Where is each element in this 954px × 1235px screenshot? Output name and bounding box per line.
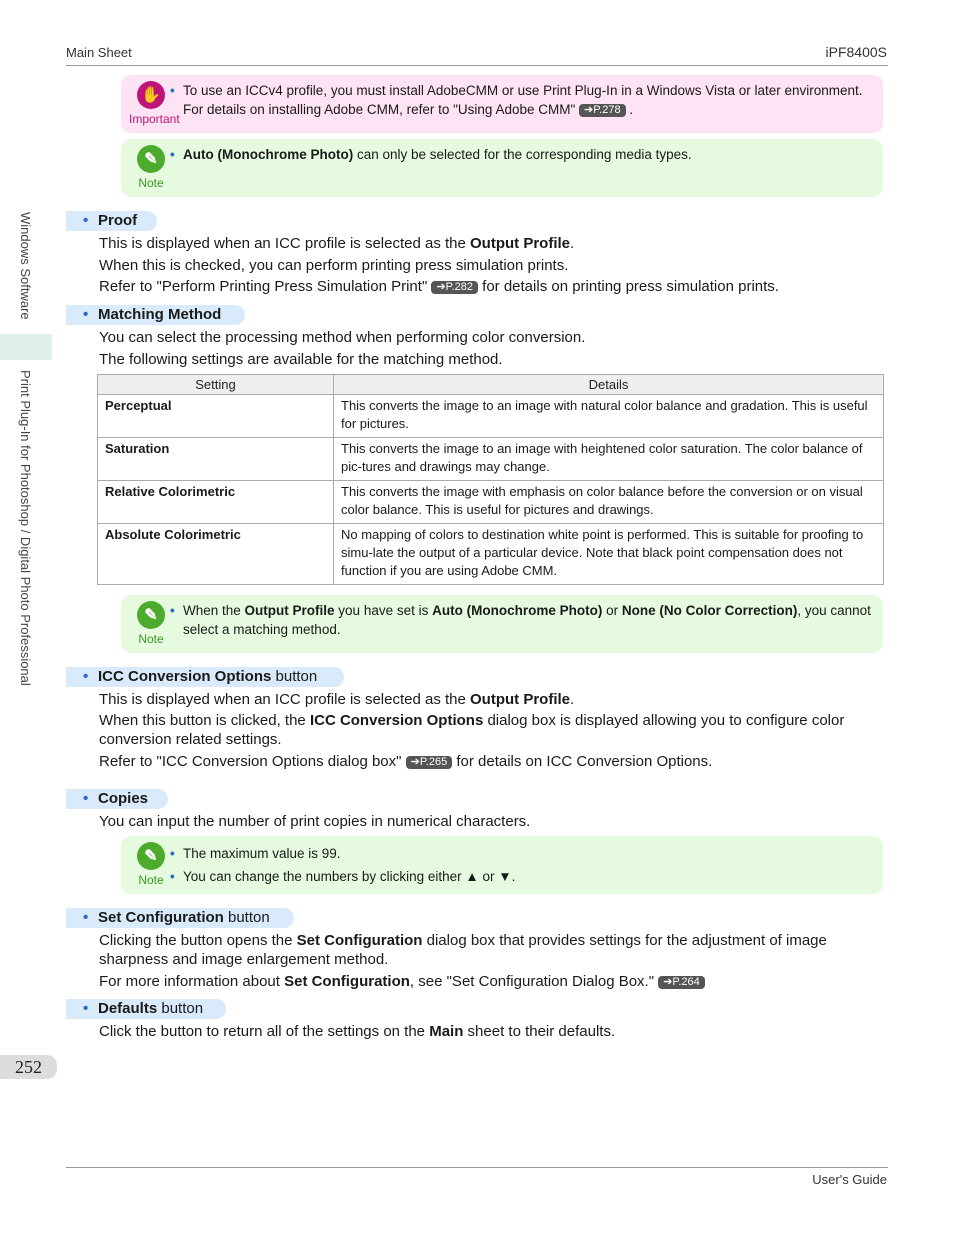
setconfig-line-1: Clicking the button opens the Set Configuration dialog box that provides settings for the adjustment of image sharpness and image enlargement method. — [99, 932, 827, 968]
note-icon-group — [129, 145, 173, 190]
note-box-3 — [121, 836, 883, 894]
table-cell-setting: Saturation — [98, 438, 334, 481]
proof-line-1: This is displayed when an ICC profile is selected as the Output Profile. — [99, 235, 575, 252]
table-cell-details: This converts the image with emphasis on color balance before the conversion or on visual color balance. This is useful for pictures and drawings. — [334, 481, 884, 524]
page-number: 252 — [0, 1055, 57, 1079]
important-icon-group — [129, 81, 180, 126]
bullet-icon: • — [170, 846, 175, 861]
bullet-icon: • — [83, 1000, 89, 1017]
matching-line-2: The following settings are available for the matching method. — [99, 351, 503, 368]
section-heading-set-configuration: • Set Configuration button — [66, 908, 294, 928]
footer-rule — [66, 1167, 888, 1168]
sidebar-top-label: Windows Software — [18, 212, 33, 320]
matching-method-table — [97, 374, 884, 585]
note-text: • When the Output Profile you have set is Auto (Monochrome Photo) or None (No Color Correction), you cannot select a matching method. — [170, 603, 871, 637]
table-cell-details: This converts the image to an image with natural color balance and gradation. This is useful for pictures. — [334, 395, 884, 438]
note-box-1 — [121, 139, 883, 197]
bullet-icon: • — [170, 147, 175, 162]
note-caption: Note — [138, 176, 164, 190]
copies-line-1: You can input the number of print copies in numerical characters. — [99, 813, 531, 830]
table-row — [98, 481, 884, 524]
table-cell-details: No mapping of colors to destination white point is performed. This is suitable for proofing to simu-late the output of a particular device. Note that black point compensation does not function if you are using Adobe CMM. — [334, 524, 884, 585]
bullet-icon: • — [170, 83, 175, 98]
table-cell-setting: Absolute Colorimetric — [98, 524, 334, 585]
header-rule — [66, 65, 888, 66]
header-left: Main Sheet — [66, 45, 132, 60]
note-caption: Note — [138, 873, 164, 887]
note-text: • Auto (Monochrome Photo) can only be selected for the corresponding media types. — [170, 147, 692, 162]
section-heading-icc-conversion-options: • ICC Conversion Options button — [66, 667, 344, 687]
bullet-icon: • — [83, 909, 89, 926]
pencil-icon: ✎ — [137, 842, 165, 870]
header-right: iPF8400S — [825, 44, 887, 60]
table-cell-setting: Perceptual — [98, 395, 334, 438]
section-heading-proof: • Proof — [66, 211, 157, 231]
bullet-icon: • — [83, 790, 89, 807]
page-xref-link[interactable]: ➔P.264 — [658, 976, 705, 989]
page-xref-link[interactable]: ➔P.265 — [406, 756, 453, 769]
important-caption: Important — [129, 112, 180, 126]
important-text: • To use an ICCv4 profile, you must install AdobeCMM or use Print Plug-In in a Windows Vista or later environment. For details on installing Adobe CMM, refer to "Using Adobe CMM" ➔P.278 . — [170, 83, 863, 117]
sidebar-tab-marker — [0, 334, 52, 360]
pencil-icon: ✎ — [137, 601, 165, 629]
note-caption: Note — [138, 632, 164, 646]
note-box-2 — [121, 595, 883, 653]
proof-line-3: Refer to "Perform Printing Press Simulation Print" ➔P.282 for details on printing press simulation prints. — [99, 278, 779, 295]
proof-line-2: When this is checked, you can perform printing press simulation prints. — [99, 257, 569, 274]
defaults-line-1: Click the button to return all of the settings on the Main sheet to their defaults. — [99, 1023, 616, 1040]
section-heading-matching-method: • Matching Method — [66, 305, 245, 325]
icc-line-3: Refer to "ICC Conversion Options dialog box" ➔P.265 for details on ICC Conversion Options. — [99, 753, 713, 770]
footer-right: User's Guide — [812, 1172, 887, 1187]
bullet-icon: • — [170, 603, 175, 618]
note-icon-group — [129, 842, 173, 887]
bullet-icon: • — [83, 212, 89, 229]
page-xref-link[interactable]: ➔P.278 — [579, 104, 626, 117]
section-heading-copies: • Copies — [66, 789, 168, 809]
icc-line-1: This is displayed when an ICC profile is selected as the Output Profile. — [99, 691, 575, 708]
bullet-icon: • — [83, 668, 89, 685]
note-text: • The maximum value is 99. • You can change the numbers by clicking either ▲ or ▼. — [183, 842, 871, 888]
pencil-icon: ✎ — [137, 145, 165, 173]
important-box — [121, 75, 883, 133]
bullet-icon: • — [83, 306, 89, 323]
table-cell-setting: Relative Colorimetric — [98, 481, 334, 524]
table-header-setting: Setting — [98, 375, 334, 395]
bullet-icon: • — [170, 869, 175, 884]
section-heading-defaults: • Defaults button — [66, 999, 226, 1019]
icc-line-2: When this button is clicked, the ICC Conversion Options dialog box is displayed allowing you to configure color conversion related settings. — [99, 712, 845, 748]
setconfig-line-2: For more information about Set Configuration, see "Set Configuration Dialog Box." ➔P.264 — [99, 972, 879, 991]
hand-stop-icon: ✋ — [137, 81, 165, 109]
table-header-details: Details — [334, 375, 884, 395]
table-row — [98, 438, 884, 481]
table-row — [98, 395, 884, 438]
table-cell-details: This converts the image to an image with heightened color saturation. The color balance of pic-tures and drawings may change. — [334, 438, 884, 481]
table-row — [98, 524, 884, 585]
sidebar-bottom-label: Print Plug-In for Photoshop / Digital Photo Professional — [18, 370, 33, 686]
page-xref-link[interactable]: ➔P.282 — [431, 281, 478, 294]
matching-line-1: You can select the processing method when performing color conversion. — [99, 329, 586, 346]
note-icon-group — [129, 601, 173, 646]
